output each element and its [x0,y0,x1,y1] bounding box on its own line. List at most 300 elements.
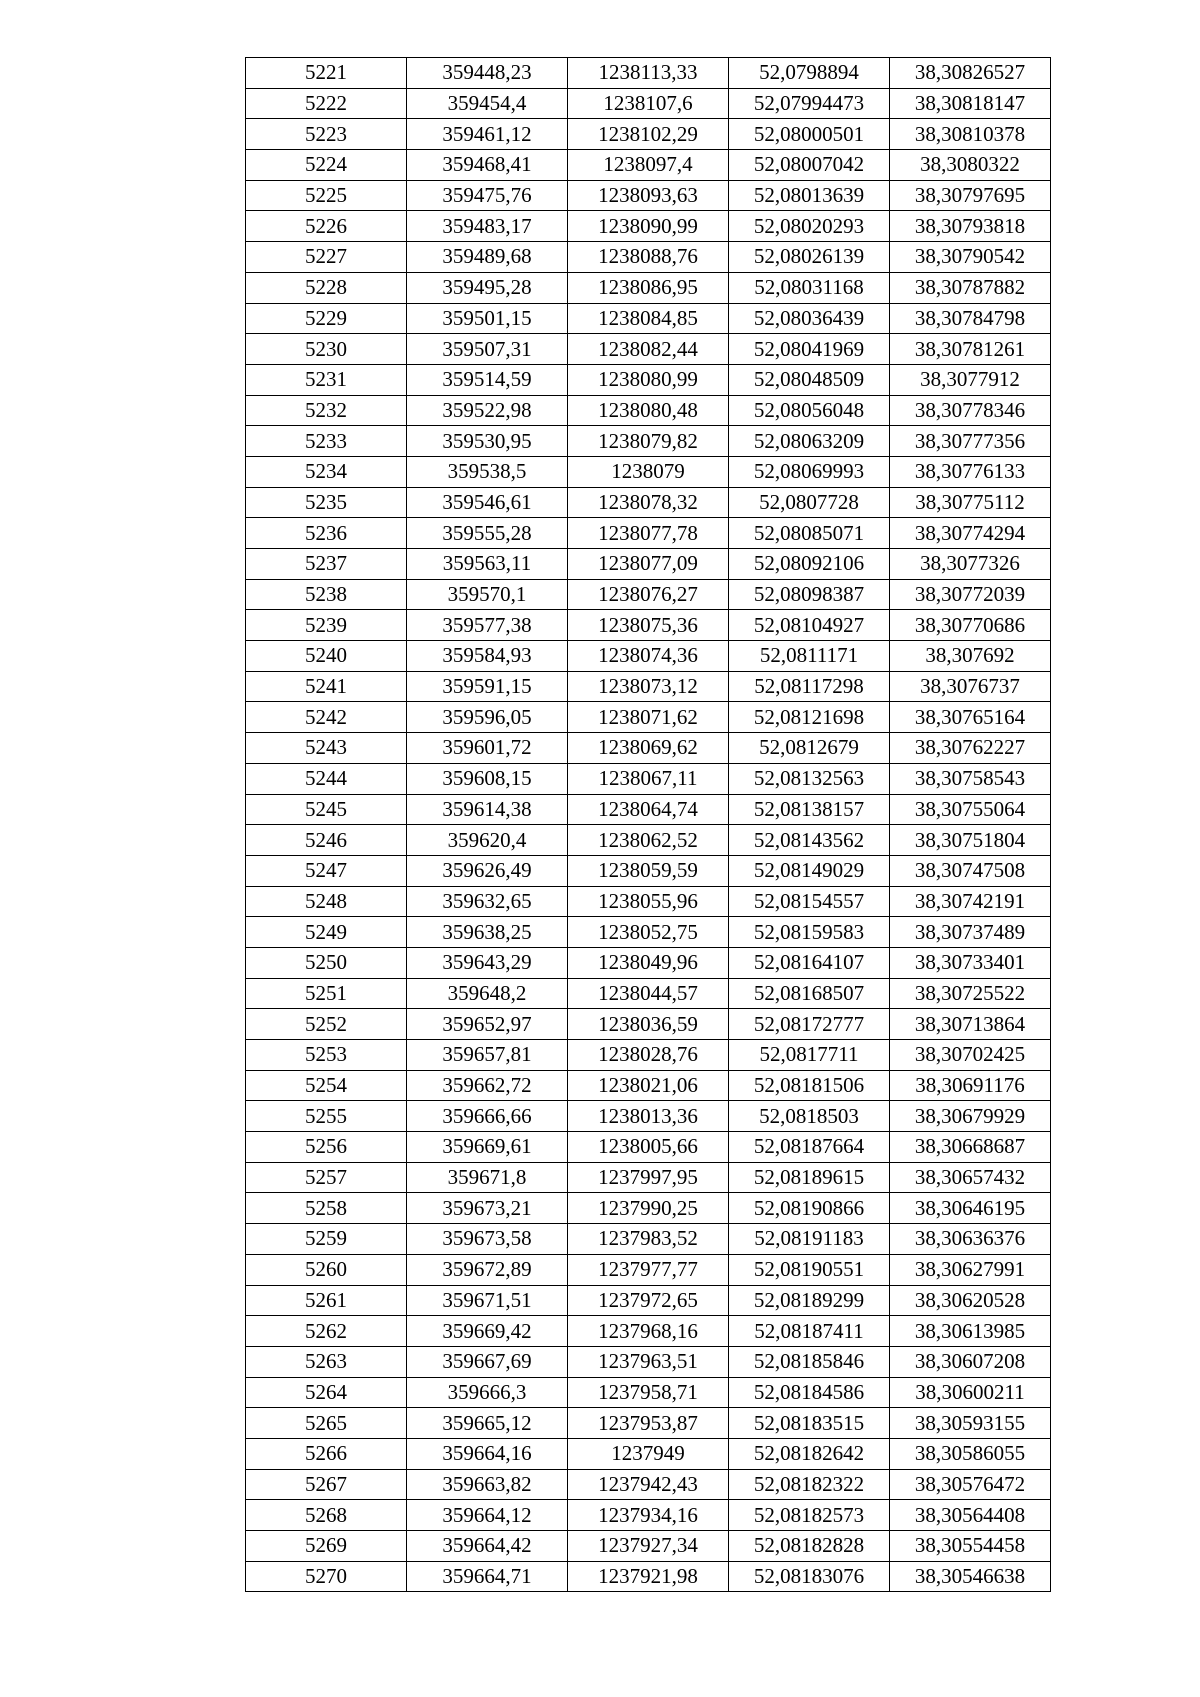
longitude-cell: 38,30818147 [890,88,1051,119]
latitude-cell: 52,08183515 [729,1408,890,1439]
y-coordinate-cell: 1237997,95 [568,1162,729,1193]
table-row [246,58,1051,89]
longitude-cell: 38,30755064 [890,794,1051,825]
latitude-cell: 52,08182828 [729,1531,890,1562]
latitude-cell: 52,08132563 [729,763,890,794]
y-coordinate-cell: 1237983,52 [568,1224,729,1255]
longitude-cell: 38,30657432 [890,1162,1051,1193]
x-coordinate-cell: 359601,72 [407,733,568,764]
point-number-cell: 5270 [246,1561,407,1592]
x-coordinate-cell: 359671,51 [407,1285,568,1316]
y-coordinate-cell: 1238090,99 [568,211,729,242]
x-coordinate-cell: 359555,28 [407,518,568,549]
point-number-cell: 5235 [246,487,407,518]
latitude-cell: 52,08172777 [729,1009,890,1040]
point-number-cell: 5268 [246,1500,407,1531]
point-number-cell: 5239 [246,610,407,641]
latitude-cell: 52,08098387 [729,579,890,610]
x-coordinate-cell: 359495,28 [407,272,568,303]
y-coordinate-cell: 1238093,63 [568,180,729,211]
point-number-cell: 5258 [246,1193,407,1224]
point-number-cell: 5249 [246,917,407,948]
table-row [246,487,1051,518]
point-number-cell: 5263 [246,1346,407,1377]
point-number-cell: 5257 [246,1162,407,1193]
longitude-cell: 38,30593155 [890,1408,1051,1439]
longitude-cell: 38,30797695 [890,180,1051,211]
y-coordinate-cell: 1237934,16 [568,1500,729,1531]
point-number-cell: 5225 [246,180,407,211]
x-coordinate-cell: 359614,38 [407,794,568,825]
table-row [246,1316,1051,1347]
point-number-cell: 5226 [246,211,407,242]
table-row [246,1224,1051,1255]
y-coordinate-cell: 1237953,87 [568,1408,729,1439]
x-coordinate-cell: 359620,4 [407,825,568,856]
latitude-cell: 52,08085071 [729,518,890,549]
x-coordinate-cell: 359664,16 [407,1438,568,1469]
table-row [246,518,1051,549]
x-coordinate-cell: 359514,59 [407,364,568,395]
longitude-cell: 38,30784798 [890,303,1051,334]
longitude-cell: 38,30613985 [890,1316,1051,1347]
table-row [246,1438,1051,1469]
latitude-cell: 52,08189615 [729,1162,890,1193]
y-coordinate-cell: 1238074,36 [568,641,729,672]
latitude-cell: 52,08182322 [729,1469,890,1500]
y-coordinate-cell: 1238077,09 [568,549,729,580]
latitude-cell: 52,08184586 [729,1377,890,1408]
y-coordinate-cell: 1237972,65 [568,1285,729,1316]
latitude-cell: 52,0817711 [729,1040,890,1071]
y-coordinate-cell: 1238028,76 [568,1040,729,1071]
latitude-cell: 52,08143562 [729,825,890,856]
longitude-cell: 38,30733401 [890,947,1051,978]
x-coordinate-cell: 359672,89 [407,1254,568,1285]
x-coordinate-cell: 359657,81 [407,1040,568,1071]
point-number-cell: 5232 [246,395,407,426]
table-row [246,242,1051,273]
latitude-cell: 52,08104927 [729,610,890,641]
x-coordinate-cell: 359648,2 [407,978,568,1009]
y-coordinate-cell: 1238080,99 [568,364,729,395]
point-number-cell: 5261 [246,1285,407,1316]
latitude-cell: 52,08190866 [729,1193,890,1224]
table-row [246,1561,1051,1592]
point-number-cell: 5237 [246,549,407,580]
point-number-cell: 5250 [246,947,407,978]
longitude-cell: 38,30775112 [890,487,1051,518]
latitude-cell: 52,08000501 [729,119,890,150]
point-number-cell: 5222 [246,88,407,119]
longitude-cell: 38,307692 [890,641,1051,672]
latitude-cell: 52,0798894 [729,58,890,89]
x-coordinate-cell: 359643,29 [407,947,568,978]
x-coordinate-cell: 359671,8 [407,1162,568,1193]
y-coordinate-cell: 1238077,78 [568,518,729,549]
longitude-cell: 38,30747508 [890,855,1051,886]
point-number-cell: 5252 [246,1009,407,1040]
latitude-cell: 52,08183076 [729,1561,890,1592]
table-row [246,88,1051,119]
point-number-cell: 5228 [246,272,407,303]
latitude-cell: 52,08138157 [729,794,890,825]
point-number-cell: 5264 [246,1377,407,1408]
x-coordinate-cell: 359563,11 [407,549,568,580]
latitude-cell: 52,08121698 [729,702,890,733]
table-row [246,825,1051,856]
latitude-cell: 52,08189299 [729,1285,890,1316]
point-number-cell: 5259 [246,1224,407,1255]
table-row [246,978,1051,1009]
x-coordinate-cell: 359638,25 [407,917,568,948]
x-coordinate-cell: 359666,3 [407,1377,568,1408]
x-coordinate-cell: 359454,4 [407,88,568,119]
y-coordinate-cell: 1238076,27 [568,579,729,610]
longitude-cell: 38,30790542 [890,242,1051,273]
longitude-cell: 38,30679929 [890,1101,1051,1132]
latitude-cell: 52,08182642 [729,1438,890,1469]
longitude-cell: 38,30810378 [890,119,1051,150]
x-coordinate-cell: 359664,12 [407,1500,568,1531]
table-row [246,1254,1051,1285]
latitude-cell: 52,08164107 [729,947,890,978]
latitude-cell: 52,08187411 [729,1316,890,1347]
table-row [246,579,1051,610]
x-coordinate-cell: 359522,98 [407,395,568,426]
longitude-cell: 38,30725522 [890,978,1051,1009]
x-coordinate-cell: 359591,15 [407,671,568,702]
y-coordinate-cell: 1238079 [568,456,729,487]
longitude-cell: 38,3077326 [890,549,1051,580]
table-row [246,1070,1051,1101]
longitude-cell: 38,30702425 [890,1040,1051,1071]
longitude-cell: 38,30777356 [890,426,1051,457]
table-row [246,763,1051,794]
x-coordinate-cell: 359663,82 [407,1469,568,1500]
latitude-cell: 52,08092106 [729,549,890,580]
latitude-cell: 52,0811171 [729,641,890,672]
latitude-cell: 52,08181506 [729,1070,890,1101]
y-coordinate-cell: 1238086,95 [568,272,729,303]
longitude-cell: 38,30564408 [890,1500,1051,1531]
latitude-cell: 52,07994473 [729,88,890,119]
table-row [246,150,1051,181]
y-coordinate-cell: 1237990,25 [568,1193,729,1224]
latitude-cell: 52,08187664 [729,1132,890,1163]
longitude-cell: 38,30793818 [890,211,1051,242]
x-coordinate-cell: 359489,68 [407,242,568,273]
y-coordinate-cell: 1238080,48 [568,395,729,426]
y-coordinate-cell: 1238059,59 [568,855,729,886]
y-coordinate-cell: 1238113,33 [568,58,729,89]
table-row [246,1162,1051,1193]
latitude-cell: 52,08182573 [729,1500,890,1531]
point-number-cell: 5243 [246,733,407,764]
y-coordinate-cell: 1238005,66 [568,1132,729,1163]
x-coordinate-cell: 359475,76 [407,180,568,211]
longitude-cell: 38,30620528 [890,1285,1051,1316]
table-row [246,211,1051,242]
longitude-cell: 38,30668687 [890,1132,1051,1163]
y-coordinate-cell: 1238071,62 [568,702,729,733]
table-row [246,917,1051,948]
x-coordinate-cell: 359664,71 [407,1561,568,1592]
table-row [246,702,1051,733]
latitude-cell: 52,08185846 [729,1346,890,1377]
latitude-cell: 52,0812679 [729,733,890,764]
y-coordinate-cell: 1237977,77 [568,1254,729,1285]
y-coordinate-cell: 1238062,52 [568,825,729,856]
y-coordinate-cell: 1238052,75 [568,917,729,948]
y-coordinate-cell: 1238078,32 [568,487,729,518]
x-coordinate-cell: 359577,38 [407,610,568,641]
table-row [246,456,1051,487]
longitude-cell: 38,30758543 [890,763,1051,794]
y-coordinate-cell: 1237958,71 [568,1377,729,1408]
x-coordinate-cell: 359584,93 [407,641,568,672]
x-coordinate-cell: 359666,66 [407,1101,568,1132]
y-coordinate-cell: 1238107,6 [568,88,729,119]
y-coordinate-cell: 1238075,36 [568,610,729,641]
point-number-cell: 5241 [246,671,407,702]
point-number-cell: 5256 [246,1132,407,1163]
point-number-cell: 5233 [246,426,407,457]
longitude-cell: 38,30781261 [890,334,1051,365]
latitude-cell: 52,08168507 [729,978,890,1009]
y-coordinate-cell: 1238088,76 [568,242,729,273]
longitude-cell: 38,30826527 [890,58,1051,89]
latitude-cell: 52,08013639 [729,180,890,211]
longitude-cell: 38,30772039 [890,579,1051,610]
longitude-cell: 38,30607208 [890,1346,1051,1377]
longitude-cell: 38,30751804 [890,825,1051,856]
table-row [246,1469,1051,1500]
y-coordinate-cell: 1237968,16 [568,1316,729,1347]
y-coordinate-cell: 1237927,34 [568,1531,729,1562]
table-row [246,180,1051,211]
latitude-cell: 52,08007042 [729,150,890,181]
longitude-cell: 38,30737489 [890,917,1051,948]
latitude-cell: 52,08117298 [729,671,890,702]
y-coordinate-cell: 1238079,82 [568,426,729,457]
point-number-cell: 5253 [246,1040,407,1071]
y-coordinate-cell: 1238055,96 [568,886,729,917]
point-number-cell: 5223 [246,119,407,150]
longitude-cell: 38,30576472 [890,1469,1051,1500]
table-row [246,794,1051,825]
longitude-cell: 38,30770686 [890,610,1051,641]
point-number-cell: 5254 [246,1070,407,1101]
table-row [246,364,1051,395]
y-coordinate-cell: 1238067,11 [568,763,729,794]
latitude-cell: 52,08069993 [729,456,890,487]
table-row [246,1531,1051,1562]
longitude-cell: 38,30776133 [890,456,1051,487]
longitude-cell: 38,30778346 [890,395,1051,426]
latitude-cell: 52,08026139 [729,242,890,273]
table-row [246,1408,1051,1439]
table-row [246,1101,1051,1132]
point-number-cell: 5251 [246,978,407,1009]
longitude-cell: 38,3077912 [890,364,1051,395]
x-coordinate-cell: 359667,69 [407,1346,568,1377]
x-coordinate-cell: 359665,12 [407,1408,568,1439]
x-coordinate-cell: 359501,15 [407,303,568,334]
y-coordinate-cell: 1238049,96 [568,947,729,978]
latitude-cell: 52,08063209 [729,426,890,457]
x-coordinate-cell: 359673,21 [407,1193,568,1224]
longitude-cell: 38,30774294 [890,518,1051,549]
y-coordinate-cell: 1238084,85 [568,303,729,334]
y-coordinate-cell: 1238021,06 [568,1070,729,1101]
longitude-cell: 38,30554458 [890,1531,1051,1562]
x-coordinate-cell: 359538,5 [407,456,568,487]
longitude-cell: 38,30691176 [890,1070,1051,1101]
table-row [246,733,1051,764]
x-coordinate-cell: 359461,12 [407,119,568,150]
table-row [246,641,1051,672]
table-row [246,1040,1051,1071]
table-row [246,886,1051,917]
table-row [246,426,1051,457]
x-coordinate-cell: 359468,41 [407,150,568,181]
y-coordinate-cell: 1238082,44 [568,334,729,365]
table-row [246,947,1051,978]
point-number-cell: 5229 [246,303,407,334]
table-row [246,549,1051,580]
table-row [246,395,1051,426]
point-number-cell: 5221 [246,58,407,89]
latitude-cell: 52,08041969 [729,334,890,365]
table-row [246,610,1051,641]
latitude-cell: 52,0807728 [729,487,890,518]
longitude-cell: 38,30636376 [890,1224,1051,1255]
y-coordinate-cell: 1238102,29 [568,119,729,150]
point-number-cell: 5244 [246,763,407,794]
point-number-cell: 5269 [246,1531,407,1562]
longitude-cell: 38,30762227 [890,733,1051,764]
table-row [246,272,1051,303]
latitude-cell: 52,08154557 [729,886,890,917]
table-row [246,1009,1051,1040]
x-coordinate-cell: 359530,95 [407,426,568,457]
longitude-cell: 38,30586055 [890,1438,1051,1469]
y-coordinate-cell: 1238013,36 [568,1101,729,1132]
x-coordinate-cell: 359652,97 [407,1009,568,1040]
latitude-cell: 52,0818503 [729,1101,890,1132]
y-coordinate-cell: 1238073,12 [568,671,729,702]
x-coordinate-cell: 359669,61 [407,1132,568,1163]
table-row [246,334,1051,365]
table-row [246,671,1051,702]
point-number-cell: 5267 [246,1469,407,1500]
table-row [246,855,1051,886]
point-number-cell: 5265 [246,1408,407,1439]
y-coordinate-cell: 1237942,43 [568,1469,729,1500]
latitude-cell: 52,08149029 [729,855,890,886]
y-coordinate-cell: 1237949 [568,1438,729,1469]
table-row [246,1377,1051,1408]
point-number-cell: 5245 [246,794,407,825]
table-row [246,1500,1051,1531]
point-number-cell: 5247 [246,855,407,886]
point-number-cell: 5260 [246,1254,407,1285]
coordinates-table [245,57,1051,1592]
table-row [246,1285,1051,1316]
longitude-cell: 38,30627991 [890,1254,1051,1285]
latitude-cell: 52,08036439 [729,303,890,334]
longitude-cell: 38,30765164 [890,702,1051,733]
table-row [246,1346,1051,1377]
point-number-cell: 5242 [246,702,407,733]
longitude-cell: 38,30646195 [890,1193,1051,1224]
x-coordinate-cell: 359483,17 [407,211,568,242]
x-coordinate-cell: 359546,61 [407,487,568,518]
point-number-cell: 5240 [246,641,407,672]
x-coordinate-cell: 359626,49 [407,855,568,886]
latitude-cell: 52,08191183 [729,1224,890,1255]
longitude-cell: 38,3080322 [890,150,1051,181]
y-coordinate-cell: 1238044,57 [568,978,729,1009]
point-number-cell: 5227 [246,242,407,273]
table-row [246,119,1051,150]
longitude-cell: 38,30742191 [890,886,1051,917]
x-coordinate-cell: 359570,1 [407,579,568,610]
x-coordinate-cell: 359596,05 [407,702,568,733]
point-number-cell: 5224 [246,150,407,181]
longitude-cell: 38,30546638 [890,1561,1051,1592]
latitude-cell: 52,08048509 [729,364,890,395]
point-number-cell: 5248 [246,886,407,917]
x-coordinate-cell: 359662,72 [407,1070,568,1101]
table-row [246,1132,1051,1163]
x-coordinate-cell: 359448,23 [407,58,568,89]
longitude-cell: 38,30787882 [890,272,1051,303]
longitude-cell: 38,30600211 [890,1377,1051,1408]
longitude-cell: 38,30713864 [890,1009,1051,1040]
point-number-cell: 5266 [246,1438,407,1469]
latitude-cell: 52,08031168 [729,272,890,303]
y-coordinate-cell: 1237963,51 [568,1346,729,1377]
table-row [246,303,1051,334]
x-coordinate-cell: 359669,42 [407,1316,568,1347]
latitude-cell: 52,08159583 [729,917,890,948]
point-number-cell: 5234 [246,456,407,487]
x-coordinate-cell: 359608,15 [407,763,568,794]
point-number-cell: 5238 [246,579,407,610]
y-coordinate-cell: 1237921,98 [568,1561,729,1592]
table-row [246,1193,1051,1224]
y-coordinate-cell: 1238036,59 [568,1009,729,1040]
y-coordinate-cell: 1238097,4 [568,150,729,181]
latitude-cell: 52,08056048 [729,395,890,426]
y-coordinate-cell: 1238069,62 [568,733,729,764]
point-number-cell: 5231 [246,364,407,395]
coordinates-table-body [246,58,1051,1592]
latitude-cell: 52,08020293 [729,211,890,242]
point-number-cell: 5230 [246,334,407,365]
x-coordinate-cell: 359673,58 [407,1224,568,1255]
longitude-cell: 38,3076737 [890,671,1051,702]
y-coordinate-cell: 1238064,74 [568,794,729,825]
x-coordinate-cell: 359632,65 [407,886,568,917]
point-number-cell: 5236 [246,518,407,549]
point-number-cell: 5255 [246,1101,407,1132]
x-coordinate-cell: 359664,42 [407,1531,568,1562]
latitude-cell: 52,08190551 [729,1254,890,1285]
point-number-cell: 5246 [246,825,407,856]
